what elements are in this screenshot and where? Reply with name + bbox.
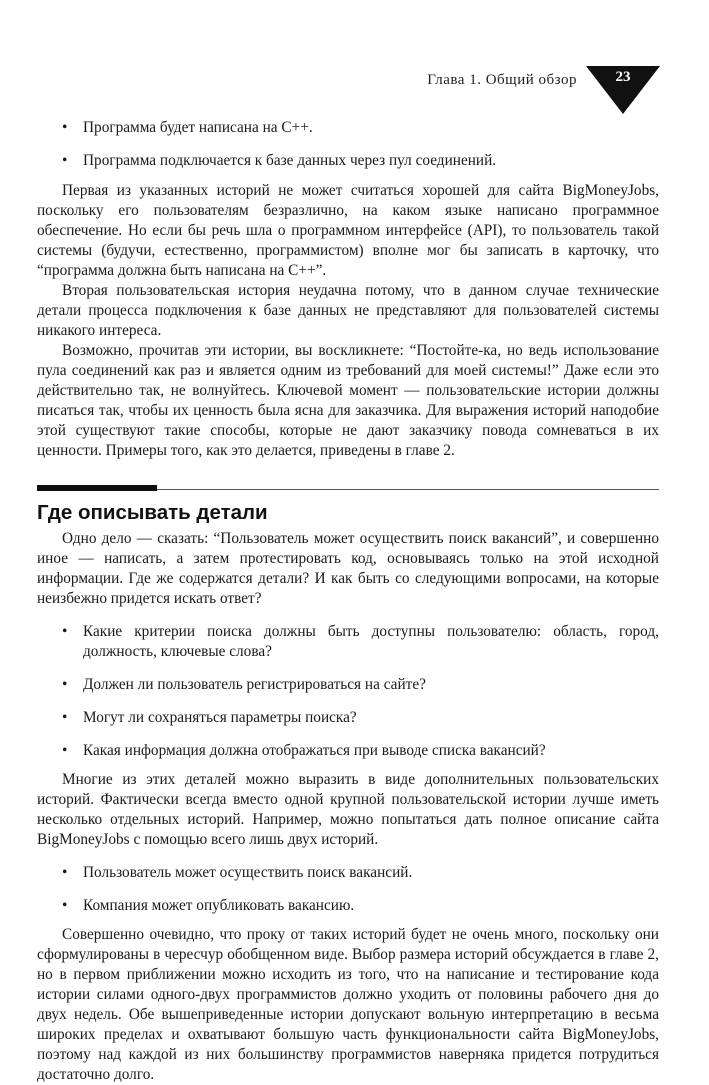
running-head: Глава 1. Общий обзор: [427, 72, 577, 88]
bullet-list-questions: [37, 622, 659, 761]
list-item: • Могут ли сохраняться параметры поиска?: [62, 709, 357, 726]
bullet-list-top: [37, 118, 659, 171]
page-body: [37, 118, 659, 1085]
paragraph: Вторая пользовательская история неудачна потому, что в данном случае технические детали процесса подключения к базе данных не представляют для пользователей системы никакого интереса.: [37, 282, 659, 339]
page-number: 23: [615, 69, 631, 85]
list-item: • Какая информация должна отображаться при выводе списка вакансий?: [62, 742, 546, 759]
list-item: • Программа будет написана на С++.: [62, 119, 313, 136]
paragraph: Возможно, прочитав эти истории, вы воскликнете: “Постойте-ка, но ведь использование пула соединений как раз и является одним из требований для моей системы!” Даже если это действительно так, не волнуйтесь. Ключевой момент — пользовательские истории должны писаться так, чтобы их ценность была ясна для заказчика. Для выражения историй наподобие этой существуют такие способы, которые не дают заказчику повода сомневаться в их ценности. Примеры того, как это делается, приведены в главе 2.: [37, 342, 659, 459]
list-item: • Программа подключается к базе данных через пул соединений.: [62, 152, 497, 169]
section-divider: [37, 485, 659, 491]
list-item: • Компания может опубликовать вакансию.: [62, 897, 355, 914]
paragraph: Многие из этих деталей можно выразить в виде дополнительных пользовательских историй. Фактически всегда вместо одной крупной пользовательской истории лучше иметь несколько отдельных историй. Например, можно попытаться дать полное описание сайта BigMoneyJobs с помощью всего лишь двух историй.: [37, 771, 659, 848]
section-heading: Где описывать детали: [37, 501, 268, 524]
paragraph: Совершенно очевидно, что проку от таких историй будет не очень много, поскольку они сформулированы в чересчур обобщенном виде. Выбор размера историй обсуждается в главе 2, но в первом приближении можно исходить из того, что на написание и тестирование кода истории силами одного-двух программистов должно уходить от половины рабочего дня до двух недель. Обе вышеприведенные истории допускают вольную интерпретацию в весьма широких пределах и охватывают большую часть функциональности сайта BigMoneyJobs, поэтому над каждой из них большинству программистов наверняка придется потрудиться достаточно долго.: [37, 926, 659, 1083]
list-item: • Какие критерии поиска должны быть доступны пользователю: область, город, должность, ключевые слова?: [62, 623, 659, 660]
page-number-marker: [586, 66, 660, 114]
bullet-list-stories: [37, 863, 659, 916]
paragraph: Первая из указанных историй не может считаться хорошей для сайта BigMoneyJobs, поскольку его пользователям безразлично, на каком языке написано программное обеспечение. Но если бы речь шла о программном интерфейсе (API), то пользователь такой системы (будучи, естественно, программистом) вполне мог бы записать в карточку, что “программа должна быть написана на С++”.: [37, 182, 659, 279]
paragraph: Одно дело — сказать: “Пользователь может осуществить поиск вакансий”, и совершенно иное — написать, а затем протестировать код, основываясь только на этой исходной информации. Где же содержатся детали? И как быть со следующими вопросами, на которые неизбежно придется искать ответ?: [37, 530, 659, 607]
list-item: • Пользователь может осуществить поиск вакансий.: [62, 864, 413, 881]
list-item: • Должен ли пользователь регистрироваться на сайте?: [62, 676, 426, 693]
